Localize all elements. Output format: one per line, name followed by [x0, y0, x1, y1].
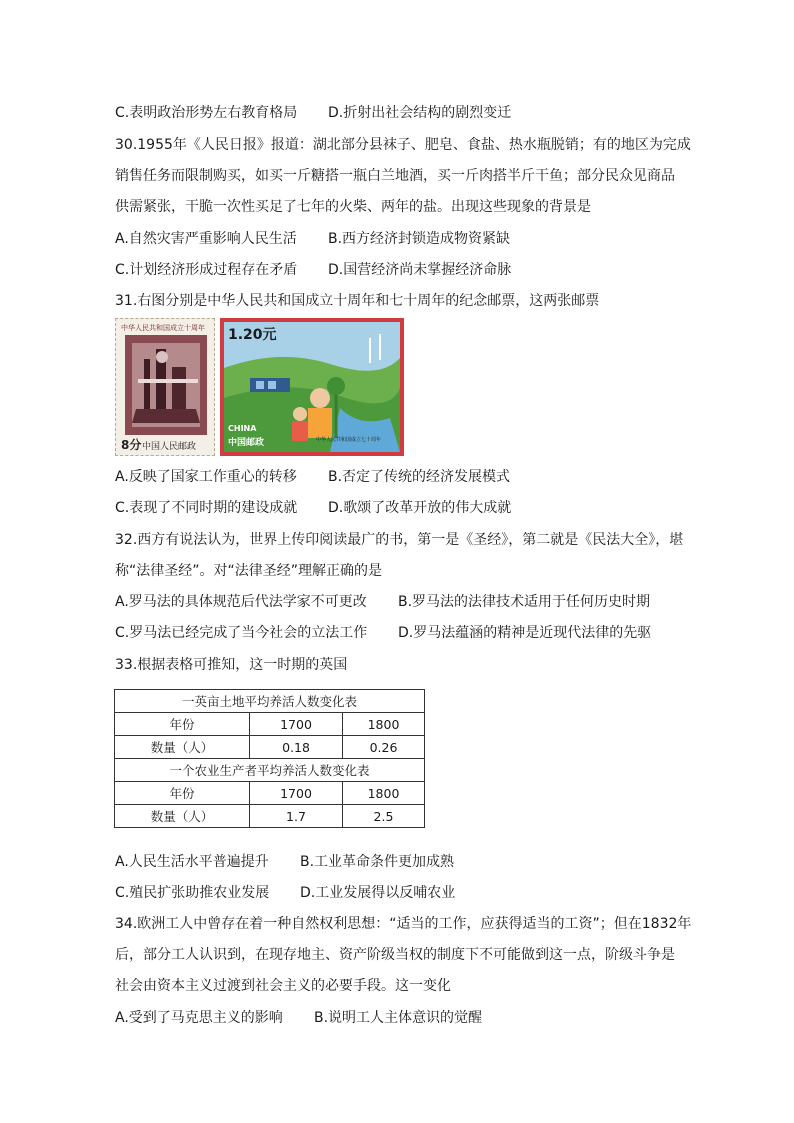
q33-stem: 33.根据表格可推知，这一时期的英国 [115, 657, 348, 673]
q33-option-c: C.殖民扩张助推农业发展 [115, 885, 270, 901]
q32-stem-line-2: 称“法律圣经”。对“法律圣经”理解正确的是 [115, 563, 383, 579]
stamp1-top-text: 中华人民共和国成立十周年 [121, 324, 205, 332]
table1-title: 一英亩土地平均养活人数变化表 [115, 690, 425, 713]
stamp2-value: 1.20元 [228, 327, 277, 343]
q32-option-a: A.罗马法的具体规范后代法学家不可更改 [115, 594, 367, 610]
table1-row-cell: 0.18 [250, 736, 343, 759]
q34-stem-line-3: 社会由资本主义过渡到社会主义的必要手段。这一变化 [115, 978, 451, 994]
stamp-tenth-anniversary [115, 318, 215, 456]
q32-option-d: D.罗马法蕴涵的精神是近现代法律的先驱 [398, 625, 652, 641]
q34-stem-line-1: 34.欧洲工人中曾存在着一种自然权利思想：“适当的工作，应获得适当的工资”；但在1832年 [115, 916, 692, 932]
q34-option-b: B.说明工人主体意识的觉醒 [314, 1010, 483, 1026]
q30-option-d: D.国营经济尚未掌握经济命脉 [328, 262, 512, 278]
table1-header-cell: 1800 [343, 713, 425, 736]
q31-option-b: B.否定了传统的经济发展模式 [328, 469, 511, 485]
q34-stem-line-2: 后，部分工人认识到，在现存地主、资产阶级当权的制度下不可能做到这一点，阶级斗争是 [115, 947, 675, 963]
q33-option-a: A.人民生活水平普遍提升 [115, 854, 269, 870]
q31-option-d: D.歌颂了改革开放的伟大成就 [328, 500, 512, 516]
table2-row-cell: 2.5 [343, 805, 425, 828]
table1-header-cell: 年份 [115, 713, 250, 736]
q32-option-c: C.罗马法已经完成了当今社会的立法工作 [115, 625, 368, 641]
q33-option-b: B.工业革命条件更加成熟 [300, 854, 455, 870]
q30-option-b: B.西方经济封锁造成物资紧缺 [328, 231, 511, 247]
q30-option-c: C.计划经济形成过程存在矛盾 [115, 262, 298, 278]
q32-option-b: B.罗马法的法律技术适用于任何历史时期 [398, 594, 651, 610]
stamp2-cn: 中国邮政 [228, 438, 265, 448]
stamp2-caption: 中华人民共和国成立七十周年 [316, 437, 382, 443]
table1-row-cell: 数量（人） [115, 736, 250, 759]
stamp1-value: 8分 [121, 438, 142, 452]
table2-header-cell: 1800 [343, 782, 425, 805]
table1-row-cell: 0.26 [343, 736, 425, 759]
table2-title: 一个农业生产者平均养活人数变化表 [115, 759, 425, 782]
q31-stem: 31.右图分别是中华人民共和国成立十周年和七十周年的纪念邮票，这两张邮票 [115, 293, 600, 309]
table2-header-cell: 1700 [250, 782, 343, 805]
table1-header-cell: 1700 [250, 713, 343, 736]
q33-option-d: D.工业发展得以反哺农业 [300, 885, 456, 901]
q32-stem-line-1: 32.西方有说法认为，世界上传印阅读最广的书，第一是《圣经》，第二就是《民法大全》，堪 [115, 532, 684, 548]
q31-option-c: C.表现了不同时期的建设成就 [115, 500, 298, 516]
q30-stem-line-1: 30.1955年《人民日报》报道：湖北部分县袜子、肥皂、食盐、热水瓶脱销；有的地区为完成 [115, 137, 691, 153]
q29-option-d: D.折射出社会结构的剧烈变迁 [328, 105, 512, 121]
table2-header-cell: 年份 [115, 782, 250, 805]
q30-stem-line-3: 供需紧张，干脆一次性买足了七年的火柴、两年的盐。出现这些现象的背景是 [115, 199, 591, 215]
stamp-seventieth-anniversary [220, 318, 404, 456]
q29-option-c: C.表明政治形势左右教育格局 [115, 105, 298, 121]
stamp1-bottom-text: 中国人民邮政 [142, 442, 197, 452]
data-table [114, 689, 425, 828]
q30-option-a: A.自然灾害严重影响人民生活 [115, 231, 297, 247]
q34-option-a: A.受到了马克思主义的影响 [115, 1010, 283, 1026]
q30-stem-line-2: 销售任务而限制购买，如买一斤糖搭一瓶白兰地酒，买一斤肉搭半斤干鱼；部分民众见商品 [115, 168, 675, 184]
table2-row-cell: 1.7 [250, 805, 343, 828]
table2-row-cell: 数量（人） [115, 805, 250, 828]
q31-option-a: A.反映了国家工作重心的转移 [115, 469, 297, 485]
stamp2-en: CHINA [228, 424, 257, 433]
